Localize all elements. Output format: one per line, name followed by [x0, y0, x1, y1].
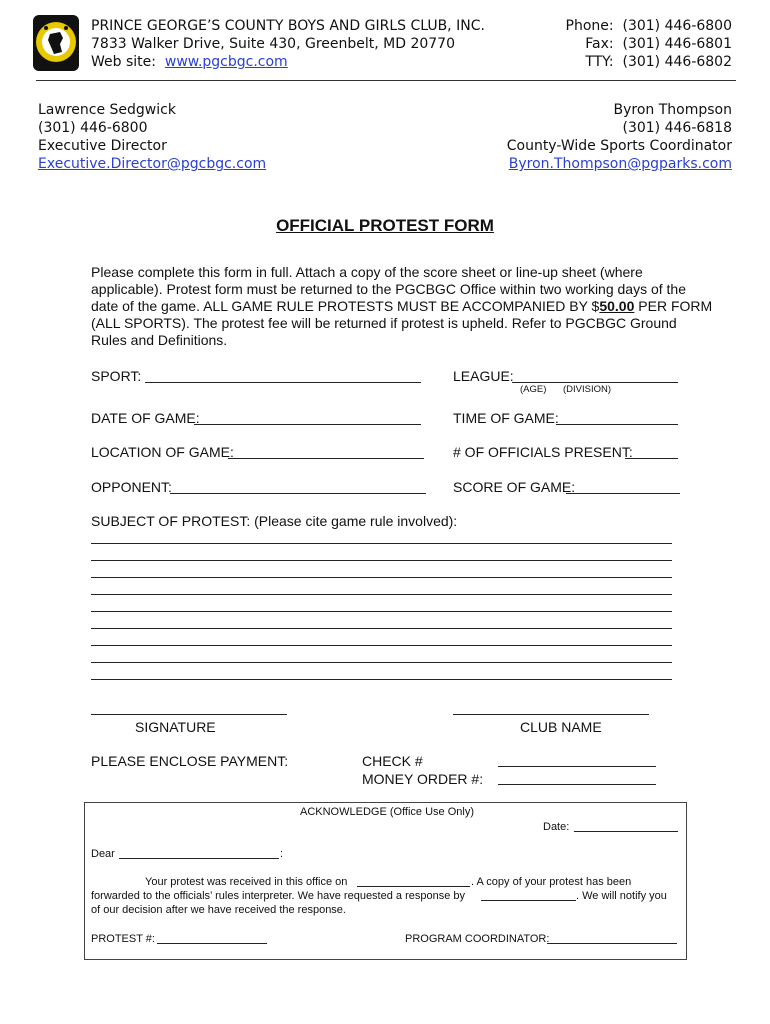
club-name-field[interactable]	[453, 714, 649, 715]
subject-line[interactable]	[91, 577, 672, 578]
contact-right-email[interactable]: Byron.Thompson@pgparks.com	[508, 156, 732, 172]
money-order-label: MONEY ORDER #:	[362, 771, 484, 787]
date-of-game-label: DATE OF GAME:	[91, 410, 200, 426]
check-label: CHECK #	[362, 753, 423, 769]
intro-line-3a: date of the game. ALL GAME RULE PROTESTS MUST BE ACCOMPANIED BY $	[91, 298, 600, 314]
subject-line[interactable]	[91, 662, 672, 663]
coordinator-label: PROGRAM COORDINATOR:	[405, 933, 550, 945]
coordinator-field[interactable]	[547, 943, 677, 944]
club-name-label: CLUB NAME	[520, 719, 602, 735]
opponent-field[interactable]	[170, 493, 426, 494]
org-name: PRINCE GEORGE’S COUNTY BOYS AND GIRLS CLUB, INC.	[91, 18, 485, 34]
check-field[interactable]	[498, 766, 656, 767]
intro-line-5: Rules and Definitions.	[91, 332, 228, 348]
protest-fee: 50.00	[599, 298, 635, 314]
subject-line[interactable]	[91, 645, 672, 646]
website-label: Web site:	[91, 54, 156, 70]
fax-number: (301) 446-6801	[622, 36, 732, 52]
contact-right	[507, 101, 732, 173]
form-title: OFFICIAL PROTEST FORM	[276, 216, 494, 235]
phone-number: (301) 446-6800	[622, 18, 732, 34]
ack-date-label: Date:	[543, 821, 570, 833]
ack-body-1b: . A copy of your protest has been	[471, 876, 632, 888]
score-field[interactable]	[566, 493, 680, 494]
signature-field[interactable]	[91, 714, 287, 715]
contact-left-name: Lawrence Sedgwick	[38, 102, 176, 118]
intro-line-3b: PER FORM	[634, 298, 713, 314]
subject-line[interactable]	[91, 560, 672, 561]
phone-label: Phone:	[565, 18, 614, 34]
score-label: SCORE OF GAME:	[453, 479, 576, 495]
website-link[interactable]: www.pgcbgc.com	[164, 54, 288, 70]
org-phones	[566, 17, 733, 71]
acknowledge-title: ACKNOWLEDGE (Office Use Only)	[300, 806, 474, 818]
fax-label: Fax:	[585, 36, 614, 52]
dear-colon: :	[280, 848, 284, 860]
division-label: (DIVISION)	[563, 384, 612, 395]
contact-left-title: Executive Director	[38, 138, 167, 154]
org-address: 7833 Walker Drive, Suite 430, Greenbelt, MD 20770	[91, 36, 455, 52]
ack-body-1a: Your protest was received in this office on	[145, 876, 348, 888]
protest-number-label: PROTEST #:	[91, 933, 155, 945]
tty-line	[566, 53, 733, 71]
intro-paragraph	[91, 264, 712, 349]
subject-line[interactable]	[91, 628, 672, 629]
intro-line-2: applicable). Protest form must be returned to the PGCBGC Office within two working days of the	[91, 281, 687, 297]
subject-line[interactable]	[91, 594, 672, 595]
intro-line-4: (ALL SPORTS). The protest fee will be returned if protest is upheld. Refer to PGCBGC Ground	[91, 315, 677, 331]
contact-right-name: Byron Thompson	[613, 102, 732, 118]
league-label: LEAGUE:	[453, 368, 514, 384]
ack-body-2a: forwarded to the officials’ rules interpreter. We have requested a response by	[91, 890, 466, 902]
sport-label: SPORT:	[91, 368, 142, 384]
received-date-field[interactable]	[357, 886, 470, 887]
ack-date-field[interactable]	[574, 831, 678, 832]
header-divider	[36, 80, 736, 81]
response-date-field[interactable]	[481, 900, 576, 901]
location-label: LOCATION OF GAME:	[91, 444, 234, 460]
fax-line	[566, 35, 733, 53]
time-of-game-field[interactable]	[556, 424, 678, 425]
contact-left	[38, 101, 266, 173]
contact-left-phone: (301) 446-6800	[38, 120, 148, 136]
date-of-game-field[interactable]	[194, 424, 421, 425]
contact-right-title: County-Wide Sports Coordinator	[506, 138, 732, 154]
signature-label: SIGNATURE	[135, 719, 216, 735]
location-field[interactable]	[228, 458, 424, 459]
age-label: (AGE)	[520, 384, 547, 395]
officials-label: # OF OFFICIALS PRESENT:	[453, 444, 633, 460]
protest-number-field[interactable]	[157, 943, 267, 944]
intro-line-1: Please complete this form in full. Attach a copy of the score sheet or line-up sheet (where	[91, 264, 643, 280]
contact-left-email[interactable]: Executive.Director@pgcbgc.com	[38, 156, 267, 172]
phone-line	[566, 17, 733, 35]
dear-field[interactable]	[119, 858, 279, 859]
ack-body-2b: . We will notify you	[576, 890, 667, 902]
subject-line[interactable]	[91, 611, 672, 612]
league-field[interactable]	[512, 382, 678, 383]
dear-label: Dear	[91, 848, 115, 860]
subject-label: SUBJECT OF PROTEST: (Please cite game rule involved):	[91, 513, 458, 529]
subject-line[interactable]	[91, 543, 672, 544]
officials-field[interactable]	[625, 458, 678, 459]
contact-right-phone: (301) 446-6818	[622, 120, 732, 136]
time-of-game-label: TIME OF GAME:	[453, 410, 559, 426]
sport-field[interactable]	[145, 382, 421, 383]
subject-line[interactable]	[91, 679, 672, 680]
money-order-field[interactable]	[498, 784, 656, 785]
tty-label: TTY:	[585, 54, 614, 70]
org-info	[91, 17, 485, 71]
club-logo	[32, 14, 80, 72]
tty-number: (301) 446-6802	[622, 54, 732, 70]
ack-body-3: of our decision after we have received the response.	[91, 904, 346, 916]
opponent-label: OPPONENT:	[91, 479, 172, 495]
intro-line-3	[91, 298, 712, 315]
website-line	[91, 53, 485, 71]
payment-label: PLEASE ENCLOSE PAYMENT:	[91, 753, 289, 769]
